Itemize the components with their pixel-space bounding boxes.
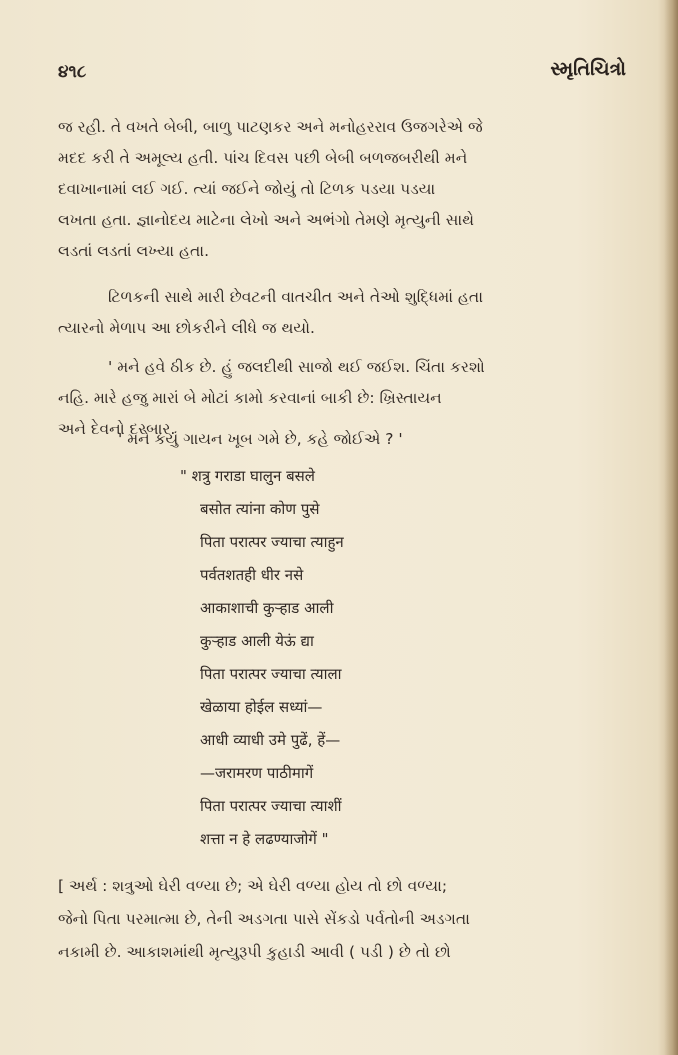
poem-line: पिता परात्पर ज्याचा त्याहुन <box>200 533 344 551</box>
poem-line: पिता परात्पर ज्याचा त्याला <box>200 665 342 683</box>
paragraph-4 <box>58 424 636 455</box>
text-line: નકામી છે. આકાશમાંથી મૃત્યુરૂપી કુહાડી આવી ( પડી ) છે તો છો <box>58 943 451 961</box>
page-edge-shadow <box>664 0 678 1055</box>
text-line: ત્યારનો મેળાપ આ છોકરીને લીધે જ થયો. <box>58 319 315 337</box>
poem-line: पिता परात्पर ज्याचा त्याशीं <box>200 797 342 815</box>
text-line: અને દેવનો દરબાર. <box>58 420 176 438</box>
text-line: ' મને કયું ગાયન ખૂબ ગમે છે, કહે જોઈએ ? ' <box>118 430 403 448</box>
running-title: સ્મૃતિચિત્રો <box>550 58 626 80</box>
poem-line: आकाशाची कुऱ्हाड आली <box>200 599 334 617</box>
text-line: [ અર્થ : શત્રુઓ ઘેરી વળ્યા છે; એ ઘેરી વળ્યા હોય તો છો વળ્યા; <box>58 877 448 895</box>
poem-line: शत्ता न हे लढण्याजोगें " <box>200 830 329 848</box>
text-line: ' મને હવે ઠીક છે. હું જલદીથી સાજો થઈ જઈશ. ચિંતા કરશો <box>108 358 485 376</box>
text-line: લડતાં લડતાં લખ્યા હતા. <box>58 242 210 260</box>
translation-note <box>58 870 658 969</box>
poem-line: बसोत त्यांना कोण पुसे <box>200 500 320 518</box>
poem-line: कुऱ्हाड आली येऊं द्या <box>200 632 314 650</box>
text-line: નહિ. મારે હજુ મારાં બે મોટાં કામો કરવાનાં બાકી છે: ખ્રિસ્તાયન <box>58 389 442 407</box>
poem-line: —जरामरण पाठीमागें <box>200 764 314 782</box>
text-line: જેનો પિતા પરમાત્મા છે, તેની અડગતા પાસે સેંકડો પર્વતોની અડગતા <box>58 910 470 928</box>
text-line: દવાખાનામાં લઈ ગઈ. ત્યાં જઈને જોયું તો ટિળક પડયા પડયા <box>58 180 436 198</box>
poem-line: खेळाया होईल सध्यां— <box>200 698 323 716</box>
paragraph-2 <box>58 282 636 344</box>
marathi-poem <box>180 460 344 856</box>
paragraph-1 <box>58 112 636 267</box>
text-line: મદદ કરી તે અમૂલ્ય હતી. પાંચ દિવસ પછી બેબી બળજબરીથી મને <box>58 149 468 167</box>
poem-line: " शत्रु गराडा घालुन बसले <box>180 467 315 485</box>
page-header <box>58 58 626 90</box>
text-line: ટિળકની સાથે મારી છેવટની વાતચીત અને તેઓ શુદ્ધિમાં હતા <box>108 288 484 306</box>
poem-line: आधी व्याधी उमे पुढें, हें— <box>200 731 341 749</box>
page-number: ૪૧૮ <box>58 62 87 82</box>
text-line: લખતા હતા. જ્ઞાનોદય માટેના લેખો અને અભંગો તેમણે મૃત્યુની સાથે <box>58 211 475 229</box>
text-line: જ રહી. તે વખતે બેબી, બાળુ પાટણકર અને મનોહરરાવ ઉજગરેએ જે <box>58 118 483 136</box>
poem-line: पर्वतशतही धीर नसे <box>200 566 304 584</box>
